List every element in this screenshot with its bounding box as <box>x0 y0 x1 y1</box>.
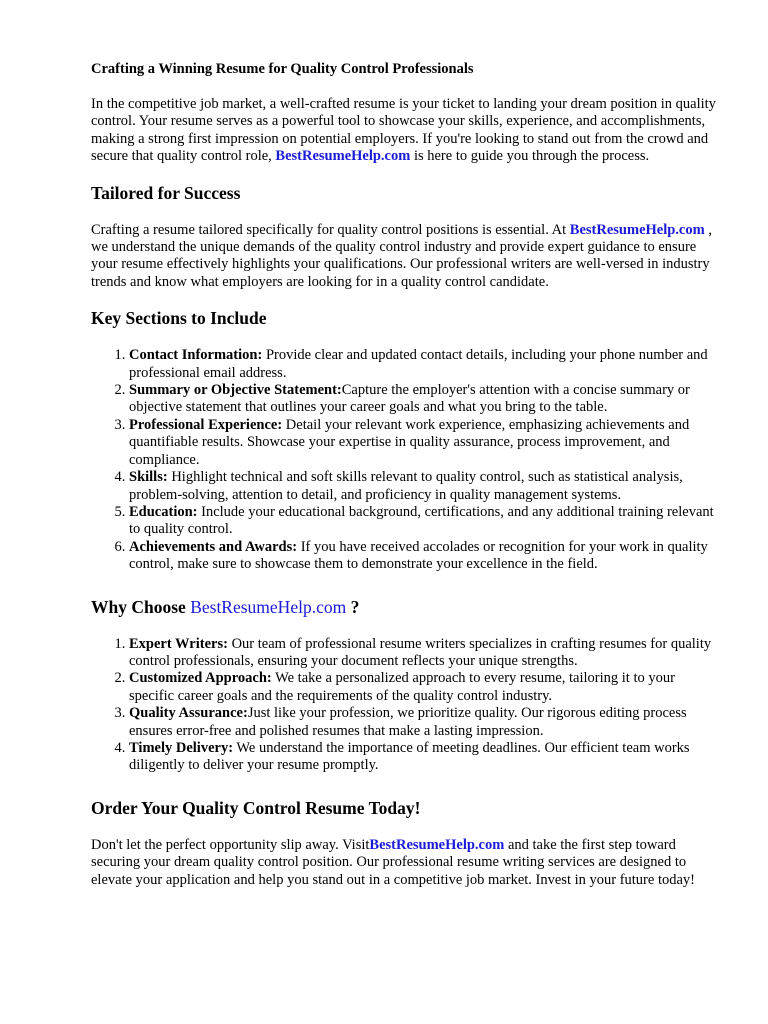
item-label: Customized Approach: <box>129 670 272 687</box>
item-label: Summary or Objective Statement: <box>129 382 342 399</box>
item-label: Education: <box>129 503 198 520</box>
key-sections-list <box>91 347 718 573</box>
list-item <box>129 469 718 504</box>
item-text: We take a personalized approach to every resume, tailoring it to your specific career goals and the requirements of the quality control industry. <box>129 670 675 704</box>
item-label: Achievements and Awards: <box>129 538 298 555</box>
item-label: Quality Assurance: <box>129 705 248 722</box>
item-text: Highlight technical and soft skills relevant to quality control, such as statistical analysis, problem-solving, attention to detail, and proficiency in quality management systems. <box>129 469 683 503</box>
item-label: Expert Writers: <box>129 635 228 652</box>
order-paragraph <box>91 837 718 889</box>
item-label: Skills: <box>129 469 168 486</box>
document-title: Crafting a Winning Resume for Quality Control Professionals <box>91 61 474 77</box>
item-text: Detail your relevant work experience, emphasizing achievements and quantifiable results. Showcase your expertise in quality assurance, process improvement, and compliance. <box>129 416 690 468</box>
key-sections-heading: Key Sections to Include <box>91 308 267 329</box>
list-item <box>129 504 718 539</box>
item-text: Our team of professional resume writers specializes in crafting resumes for quality control professionals, ensuring your document reflects your unique strengths. <box>129 635 712 669</box>
why-choose-list <box>91 636 718 775</box>
item-label: Contact Information: <box>129 347 263 364</box>
list-item <box>129 670 718 705</box>
why-heading-after: ? <box>346 596 360 617</box>
item-label: Professional Experience: <box>129 416 283 433</box>
item-text: Capture the employer's attention with a concise summary or objective statement that outlines your career goals and what you bring to the table. <box>129 382 690 416</box>
list-item <box>129 347 718 382</box>
list-item <box>129 740 718 775</box>
order-text-after: and take the first step toward securing your dream quality control position. Our professional resume writing services are designed to elevate your application and help you stand out in a competitive job market. Invest in your future today! <box>91 836 695 888</box>
list-item <box>129 636 718 671</box>
tailored-text-after: , we understand the unique demands of the quality control industry and provide expert guidance to ensure your resume effectively highlights your qualifications. Our professional writers are well-versed in industry trends and know what employers are looking for in a quality control candidate. <box>91 221 712 290</box>
why-heading-link[interactable]: BestResumeHelp.com <box>190 596 347 617</box>
item-text: We understand the importance of meeting deadlines. Our efficient team works diligently to deliver your resume promptly. <box>129 739 690 774</box>
why-choose-heading <box>91 596 718 618</box>
tailored-paragraph <box>91 222 718 292</box>
why-heading-before: Why Choose <box>91 596 191 617</box>
intro-link[interactable]: BestResumeHelp.com <box>275 148 411 165</box>
item-label: Timely Delivery: <box>129 739 234 756</box>
list-item <box>129 705 718 740</box>
tailored-link[interactable]: BestResumeHelp.com <box>569 221 705 238</box>
item-text: Include your educational background, certifications, and any additional training relevant to quality control. <box>129 503 714 538</box>
tailored-text-before: Crafting a resume tailored specifically for quality control positions is essential. At <box>91 221 570 238</box>
item-text: If you have received accolades or recognition for your work in quality control, make sure to showcase them to demonstrate your excellence in the field. <box>129 538 708 573</box>
tailored-heading: Tailored for Success <box>91 182 241 203</box>
order-heading: Order Your Quality Control Resume Today! <box>91 797 421 818</box>
intro-text-before: In the competitive job market, a well-crafted resume is your ticket to landing your dream position in quality control. Your resume serves as a powerful tool to showcase your skills, experience, and accomplishments, making a strong first impression on potential employers. If you're looking to stand out from the crowd and secure that quality control role, <box>91 96 716 165</box>
item-text: Provide clear and updated contact details, including your phone number and professional email address. <box>129 347 708 381</box>
order-text-before: Don't let the perfect opportunity slip away. Visit <box>91 836 370 853</box>
list-item <box>129 539 718 574</box>
list-item <box>129 382 718 417</box>
list-item <box>129 417 718 469</box>
intro-paragraph <box>91 96 718 166</box>
order-link[interactable]: BestResumeHelp.com <box>369 836 505 853</box>
intro-text-after: is here to guide you through the process. <box>410 148 650 165</box>
item-text: Just like your profession, we prioritize quality. Our rigorous editing process ensures error-free and polished resumes that make a lasting impression. <box>129 705 687 739</box>
